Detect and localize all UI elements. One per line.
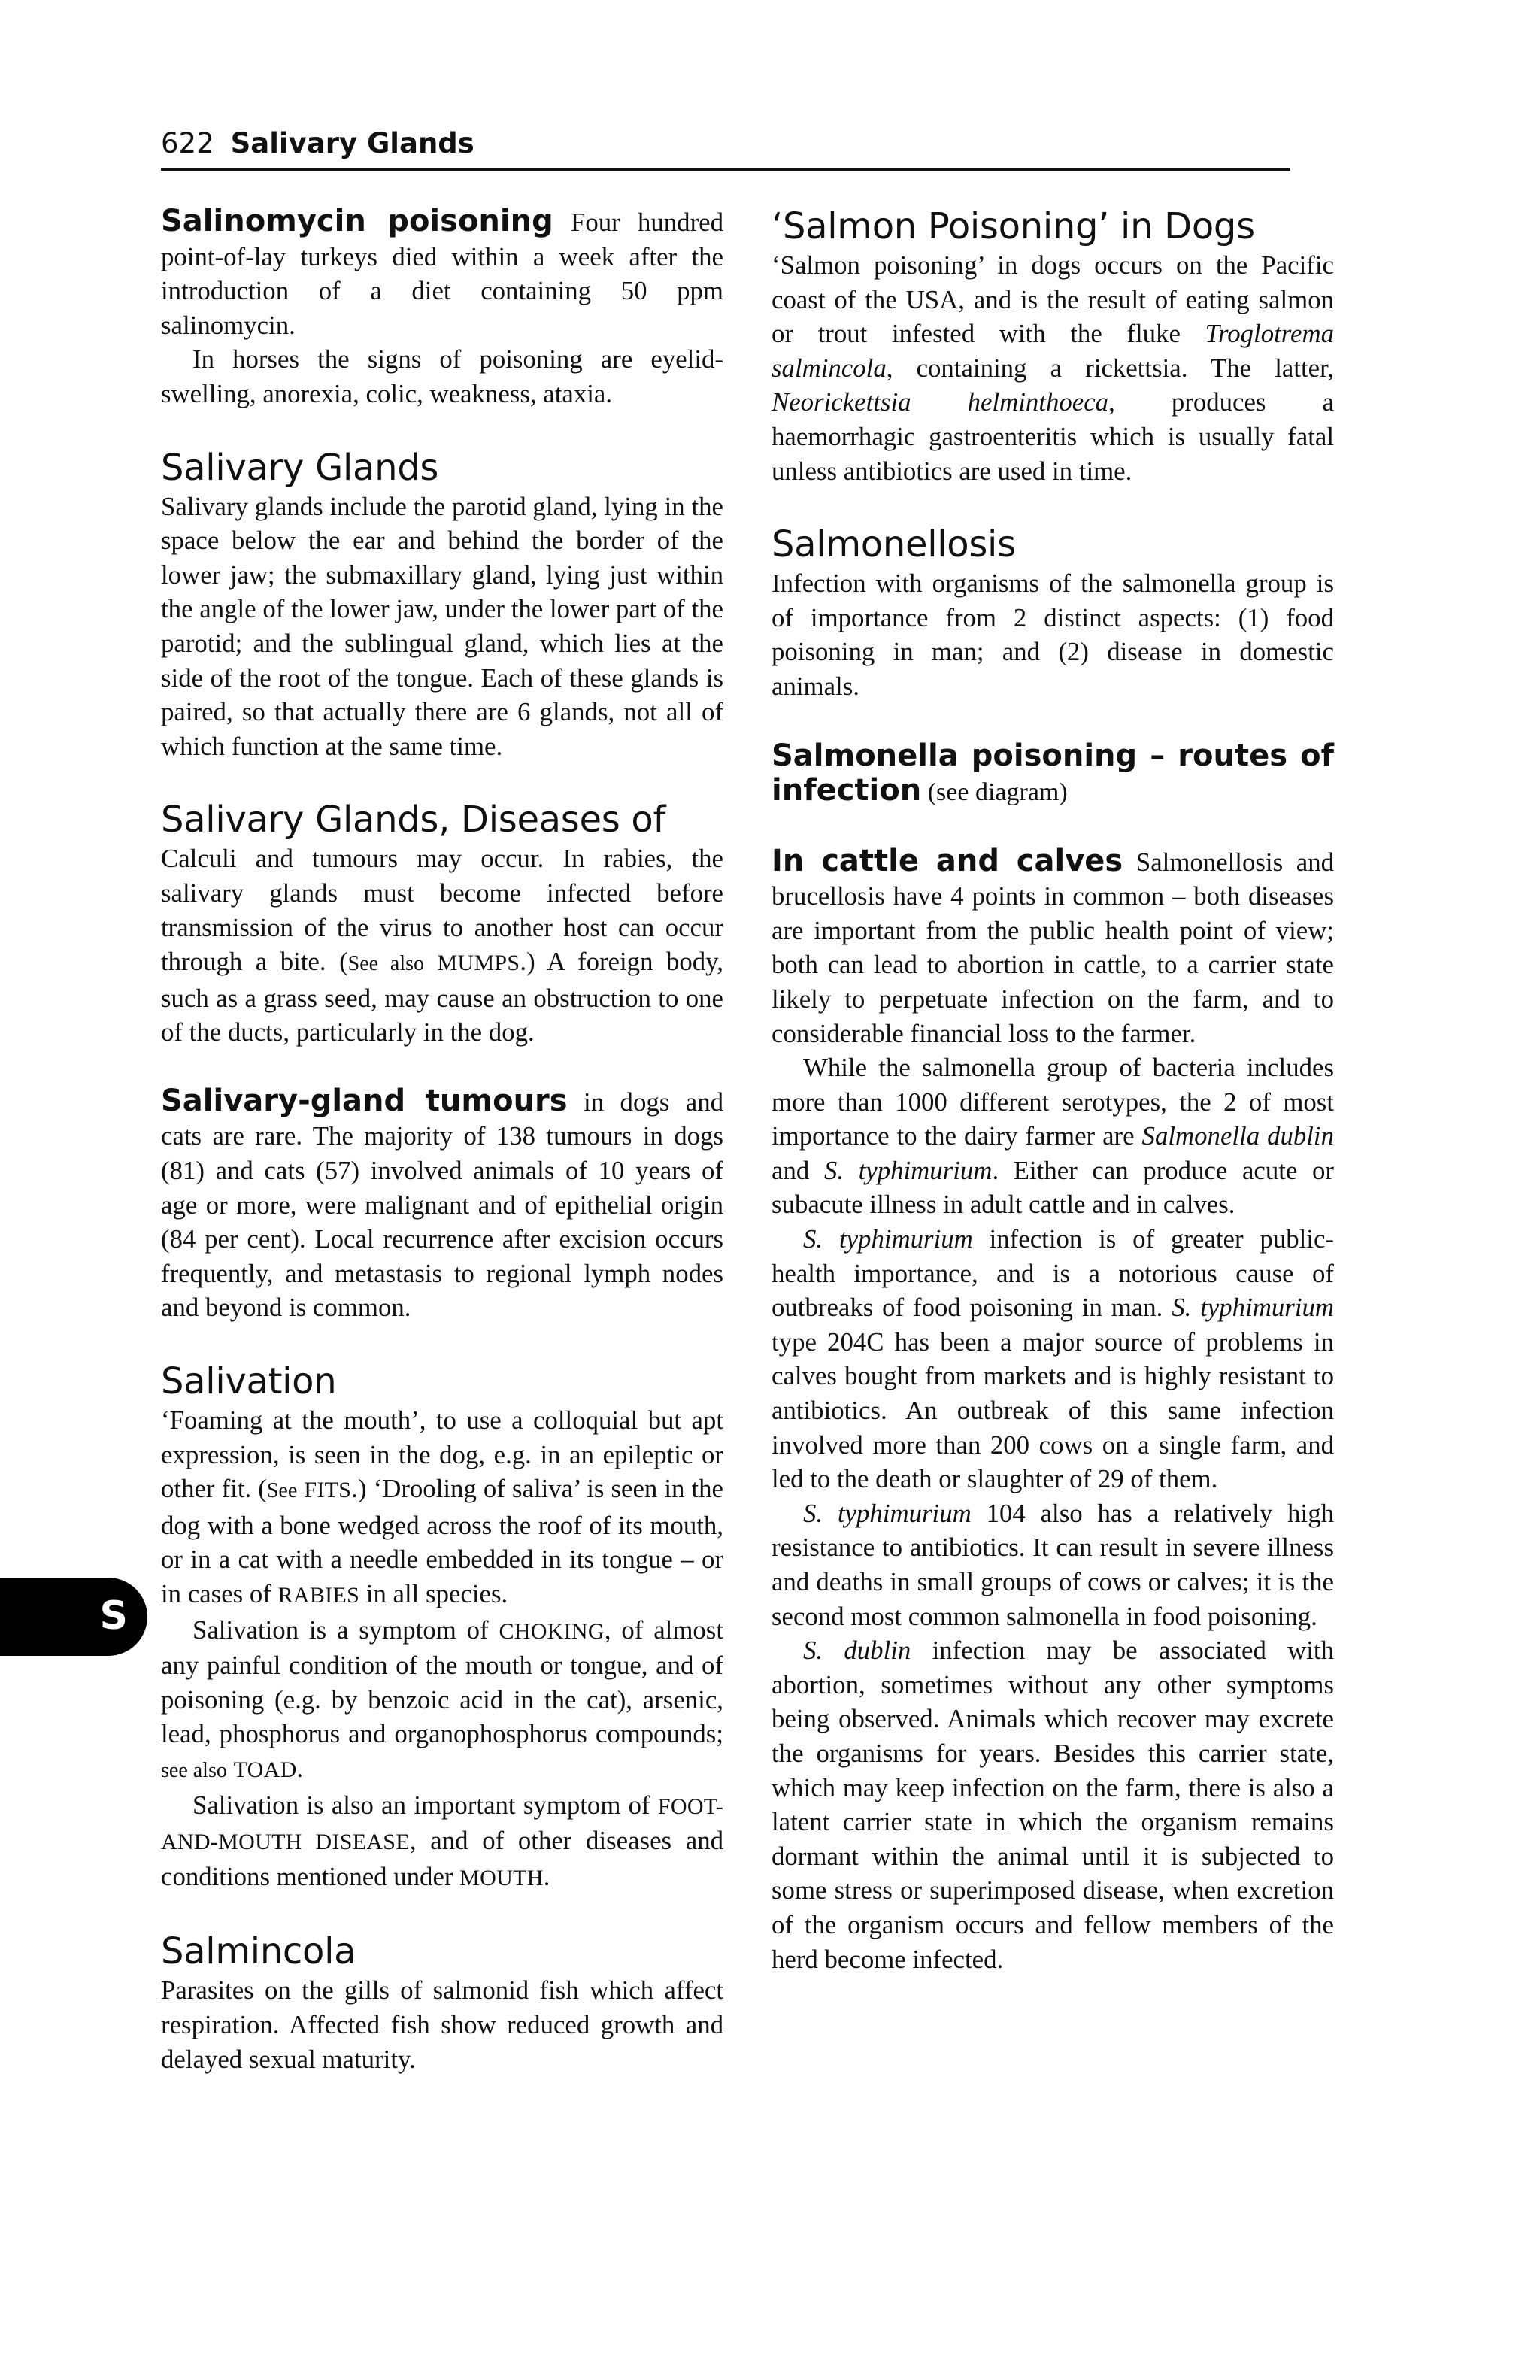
entry-paragraph: In cattle and calves Salmonellosis and brucellosis have 4 points in common – both diseases are important from the public health point of view; both can lead to abortion in cattle, to a carrier state likely to perpetuate infection on the farm, and to considerable financial loss to the farmer. xyxy=(772,843,1334,1048)
entry-heading-salmincola: Salmincola xyxy=(161,1930,356,1973)
subentry-heading-routes-of-infection: Salmonella poisoning – routes of infection (see diagram) xyxy=(772,738,1334,808)
entry-paragraph: Salivary glands include the parotid gland, lying in the space below the ear and behind the border of the lower jaw; the submaxillary gland, lying just within the angle of the lower jaw, under the lower part of the parotid; and the sublingual gland, which lies at the side of the root of the tongue. Each of these glands is paired, so that actually there are 6 glands, not all of which function at the same time. xyxy=(161,491,723,761)
right-column xyxy=(772,205,1334,1976)
cross-reference-link[interactable]: TOAD xyxy=(233,1757,297,1782)
cross-reference-link[interactable]: MUMPS xyxy=(437,950,520,976)
entry-paragraph: ‘Salmon poisoning’ in dogs occurs on the Pacific coast of the USA, and is the result of eating salmon or trout infested with the fluke Troglotrema salmincola, containing a rickettsia. The latter, Neorickettsia helminthoeca, produces a haemorrhagic gastroenteritis which is usually fatal unless antibiotics are used in time. xyxy=(772,250,1334,486)
left-column xyxy=(161,205,723,2076)
entry-paragraph: Salivation is a symptom of CHOKING, of almost any painful condition of the mouth or tongue, and of poisoning (e.g. by benzoic acid in the cat), arsenic, lead, phosphorus and organophosphorus compounds; see also TOAD. xyxy=(161,1614,724,1783)
entry-heading-salivary-glands-diseases: Salivary Glands, Diseases of xyxy=(161,799,666,841)
entry-term: Salivary-gland tumours xyxy=(161,1083,568,1118)
cross-reference-link[interactable]: CHOKING xyxy=(499,1618,605,1644)
entry-paragraph: In horses the signs of poisoning are eyelid-swelling, anorexia, colic, weakness, ataxia. xyxy=(161,344,723,408)
entry-in-cattle-and-calves xyxy=(772,844,1334,1977)
entry-paragraph: S. typhimurium 104 also has a relatively high resistance to antibiotics. It can result in severe illness and deaths in small groups of cows or calves; it is the second most common salmonella in food poisoning. xyxy=(772,1498,1334,1631)
entry-paragraph: Salinomycin poisoning Four hundred point-of-lay turkeys died within a week after the introduction of a diet containing 50 ppm salinomycin. xyxy=(161,204,723,340)
entry-paragraph: Salivary-gland tumours in dogs and cats are rare. The majority of 138 tumours in dogs (81) and cats (57) involved animals of 10 years of age or more, were malignant and of epithelial origin (84 per cent). Local recurrence after excision occurs frequently, and metastasis to regional lymph nodes and beyond is common. xyxy=(161,1083,723,1323)
entry-paragraph: While the salmonella group of bacteria includes more than 1000 different serotypes, the 2 of most importance to the dairy farmer are Salmonella dublin and S. typhimurium. Either can produce acute or subacute illness in adult cattle and in calves. xyxy=(772,1053,1335,1220)
entry-paragraph: S. dublin infection may be associated with abortion, sometimes without any other symptoms being observed. Animals which recover may excrete the organisms for years. Besides this carrier state, which may keep infection on the farm, there is also a latent carrier state in which the organism remains dormant within the animal until it is subjected to some stress or superimposed disease, when excretion of the organism occurs and fellow members of the herd become infected. xyxy=(772,1636,1334,1974)
entry-paragraph: Calculi and tumours may occur. In rabies, the salivary glands must become infected before transmission of the virus to another host can occur through a bite. (See also MUMPS.) A foreign body, such as a grass seed, may cause an obstruction to one of the ducts, particularly in the dog. xyxy=(161,844,723,1048)
entry-paragraph: Infection with organisms of the salmonella group is of importance from 2 distinct aspects: (1) food poisoning in man; and (2) disease in domestic animals. xyxy=(772,568,1334,701)
entry-paragraph: Parasites on the gills of salmonid fish which affect respiration. Affected fish show reduced growth and delayed sexual maturity. xyxy=(161,1975,723,2074)
entry-term: Salinomycin poisoning xyxy=(161,204,553,238)
entry-term: In cattle and calves xyxy=(772,843,1123,878)
cross-reference-link[interactable]: RABIES xyxy=(277,1583,360,1608)
entry-salivary-gland-tumours xyxy=(161,1084,723,1325)
entry-heading-salmonellosis: Salmonellosis xyxy=(772,523,1016,566)
entry-heading-salivation: Salivation xyxy=(161,1360,337,1403)
page-number: 622 xyxy=(161,127,214,159)
thumb-index-tab xyxy=(0,1578,147,1656)
thumb-index-letter: S xyxy=(99,1593,128,1639)
cross-reference-link[interactable]: FITS xyxy=(304,1478,352,1503)
entry-paragraph: ‘Foaming at the mouth’, to use a colloquial but apt expression, is seen in the dog, e.g. in an epileptic or other fit. (See FITS.) ‘Drooling of saliva’ is seen in the dog with a bone wedged across the roof of its mouth, or in a cat with a needle embedded in its tongue – or in cases of RABIES in all species. xyxy=(161,1405,724,1608)
entry-paragraph: Salivation is also an important symptom of FOOT-AND-MOUTH DISEASE, and of other diseases and conditions mentioned under MOUTH. xyxy=(161,1790,724,1891)
cross-reference-link[interactable]: FOOT-AND-MOUTH DISEASE xyxy=(161,1793,723,1855)
running-header xyxy=(161,125,1290,171)
cross-reference-link[interactable]: MOUTH xyxy=(459,1865,544,1890)
entry-heading-salivary-glands: Salivary Glands xyxy=(161,446,439,489)
entry-salinomycin-poisoning xyxy=(161,205,723,411)
running-title: Salivary Glands xyxy=(230,127,474,159)
entry-heading-salmon-poisoning: ‘Salmon Poisoning’ in Dogs xyxy=(772,205,1255,247)
entry-paragraph: S. typhimurium infection is of greater public-health importance, and is a notorious cause of outbreaks of food poisoning in man. S. typhimurium type 204C has been a major source of problems in calves bought from markets and is highly resistant to antibiotics. An outbreak of this same infection involved more than 200 cows on a single farm, and led to the death or slaughter of 29 of them. xyxy=(772,1224,1335,1494)
